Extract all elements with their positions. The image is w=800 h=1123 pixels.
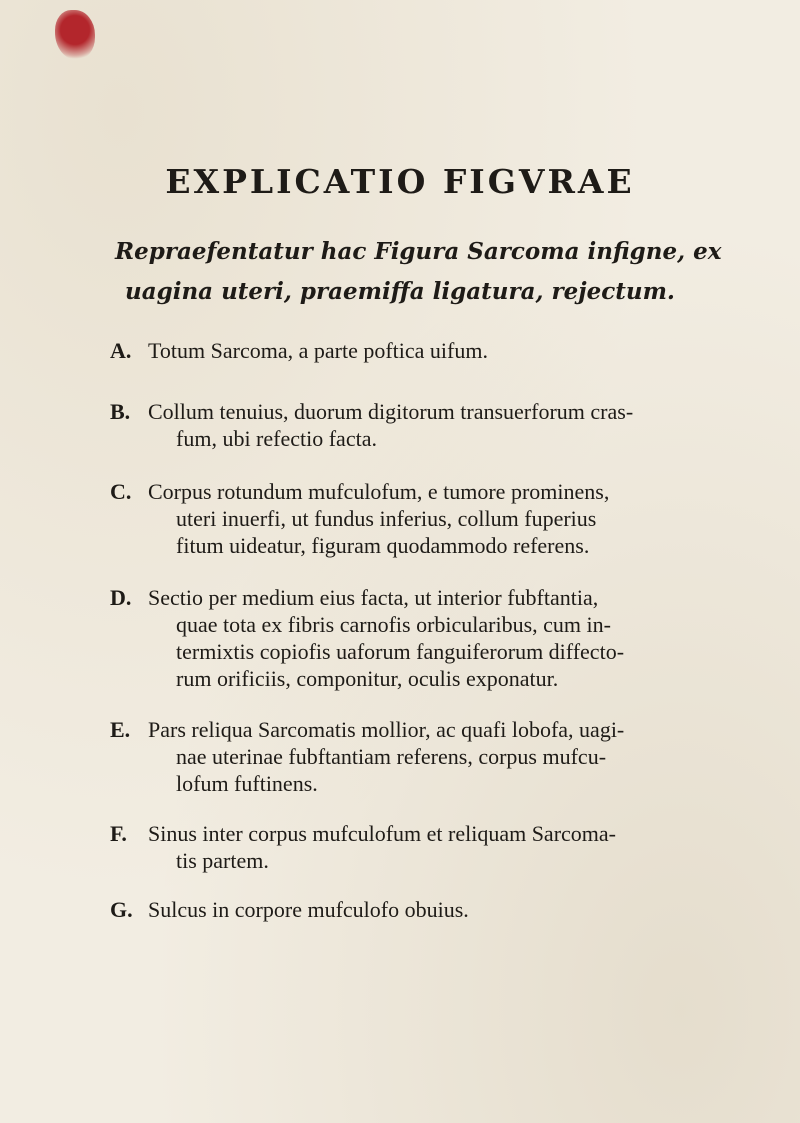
entry-text [148,716,768,797]
entry-line: quae tota ex fibris carnofis orbicularibus, cum in- [176,612,611,637]
entry-line: rum orificiis, componitur, oculis exponatur. [176,666,559,691]
entry-line: Sinus inter corpus mufculofum et reliquam Sarcoma- [148,821,616,846]
entry-text [148,337,768,364]
entry-line: fitum uideatur, figuram quodammodo referens. [176,533,590,558]
entry-line: Totum Sarcoma, a parte poftica uifum. [148,338,488,363]
entry-letter: A. [110,338,132,363]
subtitle-line-1: Repraefentatur hac Figura Sarcoma infigne, ex [115,238,722,265]
entry-letter: B. [110,399,131,424]
entry-line: Collum tenuius, duorum digitorum transuerforum cras- [148,399,634,424]
entry-line: lofum fuftinens. [176,771,318,796]
entry-letter: F. [110,821,127,846]
entry-text [148,584,768,692]
entry-text [148,820,768,874]
entry-line: uteri inuerfi, ut fundus inferius, collum fuperius [176,506,597,531]
entry-letter: G. [110,897,133,922]
page-title: EXPLICATIO FIGVRAE [165,162,635,201]
entry-line: Sulcus in corpore mufculofo obuius. [148,897,469,922]
entry-line: fum, ubi refectio facta. [176,426,377,451]
subtitle-line-2: uagina uteri, praemiffa ligatura, rejectum. [125,278,675,305]
entry-text [148,398,768,452]
entry-text [148,478,768,559]
entry-line: Corpus rotundum mufculofum, e tumore prominens, [148,479,610,504]
entry-line: nae uterinae fubftantiam referens, corpus mufcu- [176,744,607,769]
entry-line: Sectio per medium eius facta, ut interior fubftantia, [148,585,599,610]
entry-line: termixtis copiofis uaforum fanguiferorum diffecto- [176,639,625,664]
entry-letter: D. [110,585,132,610]
entry-text [148,896,768,923]
entry-line: Pars reliqua Sarcomatis mollior, ac quafi lobofa, uagi- [148,717,625,742]
entry-line: tis partem. [176,848,269,873]
entry-letter: E. [110,717,131,742]
entry-letter: C. [110,479,132,504]
